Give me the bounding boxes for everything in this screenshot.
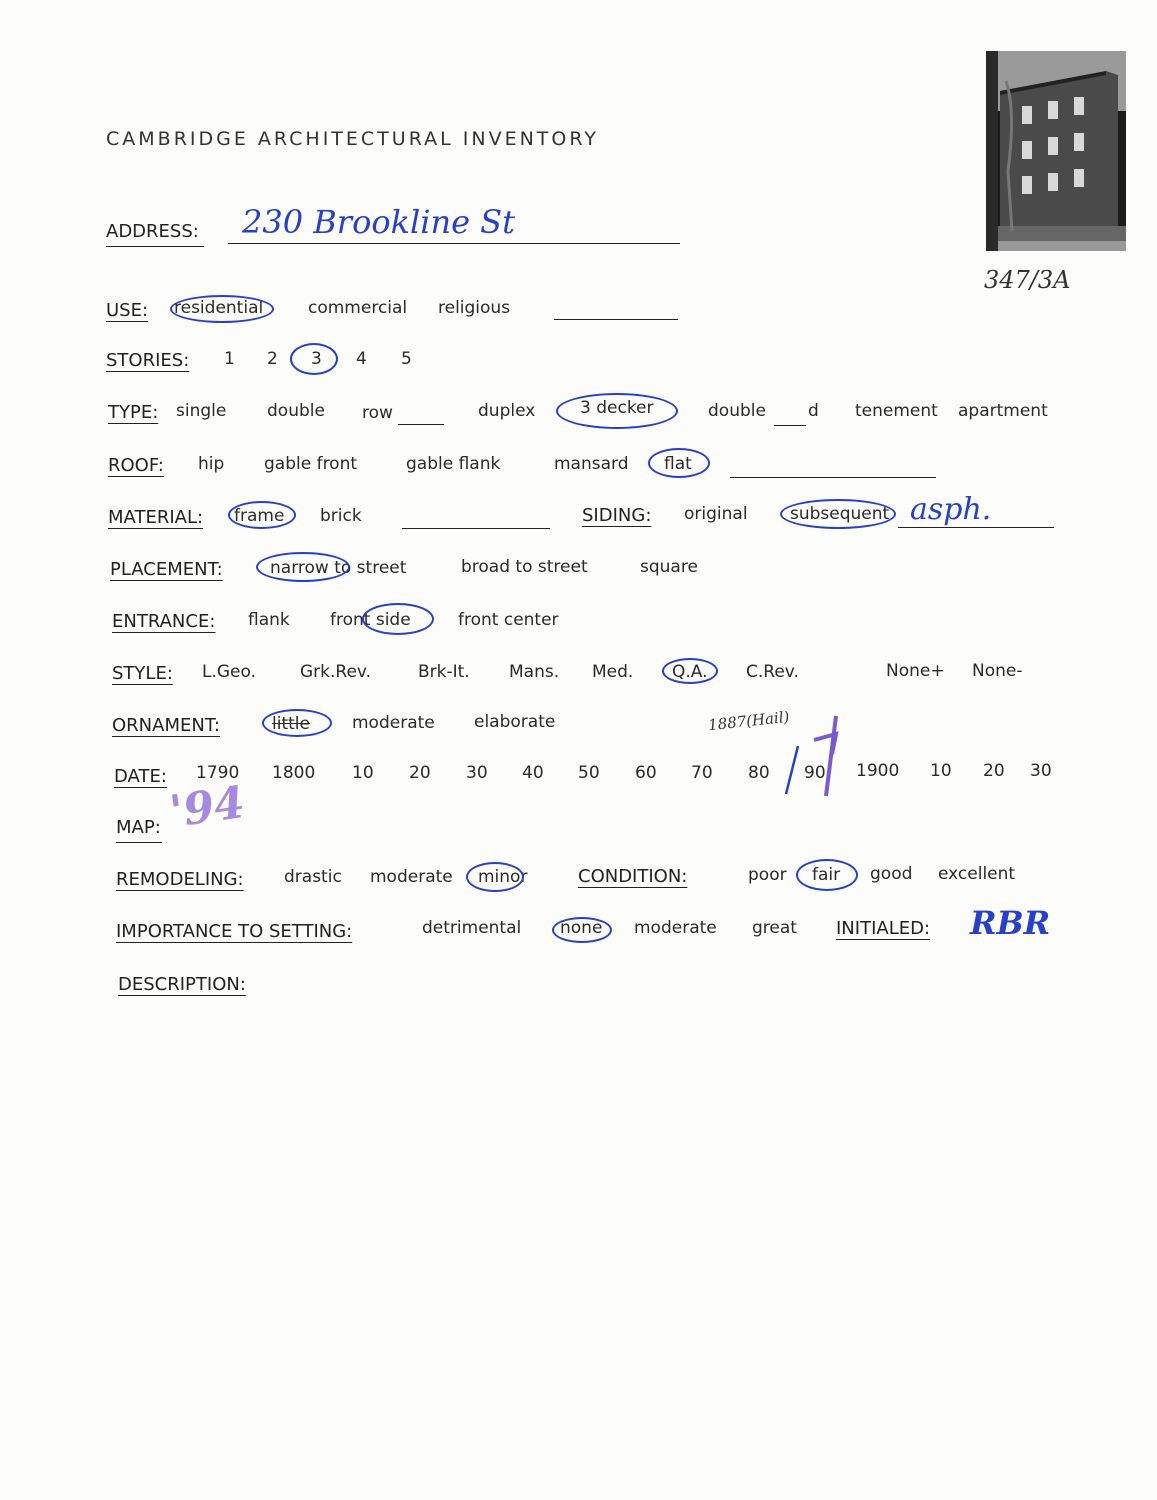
stories-selected-mark <box>290 343 338 375</box>
date-option-1930[interactable]: 30 <box>1030 761 1052 781</box>
remodeling-option-drastic[interactable]: drastic <box>284 867 342 887</box>
stories-option-1[interactable]: 1 <box>224 349 235 369</box>
type-option-3-decker[interactable]: 3 decker <box>580 398 654 418</box>
date-label: DATE: <box>114 766 167 787</box>
type-option-double-d[interactable]: double <box>708 401 766 421</box>
date-option-20[interactable]: 20 <box>409 763 431 783</box>
remodeling-label: REMODELING: <box>116 869 244 890</box>
date-option-30[interactable]: 30 <box>466 763 488 783</box>
material-blank-line <box>402 528 550 529</box>
use-blank-line <box>554 319 678 320</box>
type-option-apartment[interactable]: apartment <box>958 401 1048 421</box>
map-note: '94 <box>166 777 248 838</box>
importance-option-great[interactable]: great <box>752 918 797 938</box>
material-selected-mark <box>228 501 296 529</box>
photo-number: 347/3A <box>984 266 1071 294</box>
form-title: CAMBRIDGE ARCHITECTURAL INVENTORY <box>106 128 599 150</box>
entrance-option-flank[interactable]: flank <box>248 610 290 630</box>
entrance-label: ENTRANCE: <box>112 611 216 632</box>
type-selected-mark <box>556 393 678 429</box>
siding-label: SIDING: <box>582 505 652 526</box>
type-option-tenement[interactable]: tenement <box>855 401 938 421</box>
importance-option-moderate[interactable]: moderate <box>634 918 717 938</box>
style-option-crev[interactable]: C.Rev. <box>746 662 799 682</box>
date-option-60[interactable]: 60 <box>635 763 657 783</box>
date-option-40[interactable]: 40 <box>522 763 544 783</box>
style-option-grkrev[interactable]: Grk.Rev. <box>300 662 372 682</box>
siding-blank-line <box>898 527 1054 528</box>
remodeling-option-minor[interactable]: minor <box>478 867 528 887</box>
stories-option-5[interactable]: 5 <box>401 349 412 369</box>
entrance-selected-mark <box>362 603 434 635</box>
ornament-option-moderate[interactable]: moderate <box>352 713 435 733</box>
importance-option-none[interactable]: none <box>560 918 603 938</box>
date-option-70[interactable]: 70 <box>691 763 713 783</box>
ornament-label: ORNAMENT: <box>112 715 220 736</box>
condition-option-poor[interactable]: poor <box>748 865 787 885</box>
roof-option-flat[interactable]: flat <box>664 454 692 474</box>
roof-option-gable-flank[interactable]: gable flank <box>406 454 501 474</box>
remodeling-option-moderate[interactable]: moderate <box>370 867 453 887</box>
ornament-option-elaborate[interactable]: elaborate <box>474 712 556 732</box>
use-option-commercial[interactable]: commercial <box>308 298 408 318</box>
type-option-double[interactable]: double <box>267 401 325 421</box>
placement-option-broad[interactable]: broad to street <box>461 557 588 577</box>
date-option-1800[interactable]: 1800 <box>272 763 316 783</box>
date-option-1910[interactable]: 10 <box>930 761 952 781</box>
use-label: USE: <box>106 300 149 321</box>
placement-option-square[interactable]: square <box>640 557 698 577</box>
type-option-duplex[interactable]: duplex <box>478 401 536 421</box>
ornament-option-little[interactable]: little <box>272 714 310 734</box>
condition-option-excellent[interactable]: excellent <box>938 864 1016 884</box>
roof-option-gable-front[interactable]: gable front <box>264 454 358 474</box>
address-value: 230 Brookline St <box>242 203 515 241</box>
address-label: ADDRESS: <box>106 221 199 242</box>
date-option-50[interactable]: 50 <box>578 763 600 783</box>
importance-label: IMPORTANCE TO SETTING: <box>116 921 353 942</box>
type-label: TYPE: <box>108 402 159 423</box>
map-label-underline <box>116 842 162 843</box>
use-option-religious[interactable]: religious <box>438 298 511 318</box>
placement-selected-mark <box>256 552 350 582</box>
address-line <box>228 243 680 244</box>
style-option-mans[interactable]: Mans. <box>509 662 560 682</box>
material-option-brick[interactable]: brick <box>320 506 362 526</box>
map-label: MAP: <box>116 817 161 838</box>
placement-option-narrow[interactable]: narrow to street <box>270 558 407 578</box>
condition-option-fair[interactable]: fair <box>812 865 841 885</box>
stories-option-4[interactable]: 4 <box>356 349 367 369</box>
siding-selected-mark <box>780 499 896 529</box>
entrance-option-front-center[interactable]: front center <box>458 610 559 630</box>
stories-label: STORIES: <box>106 350 190 371</box>
style-selected-mark <box>662 658 718 684</box>
type-option-d[interactable]: d <box>808 401 819 421</box>
date-range-mark <box>770 712 840 802</box>
date-option-80[interactable]: 80 <box>748 763 770 783</box>
material-label: MATERIAL: <box>108 507 204 528</box>
date-option-1920[interactable]: 20 <box>983 761 1005 781</box>
date-option-10[interactable]: 10 <box>352 763 374 783</box>
stories-option-2[interactable]: 2 <box>267 349 278 369</box>
roof-label: ROOF: <box>108 455 164 476</box>
ornament-selected-mark <box>262 709 332 737</box>
date-option-1900[interactable]: 1900 <box>856 761 900 781</box>
type-option-single[interactable]: single <box>176 401 227 421</box>
roof-option-hip[interactable]: hip <box>198 454 225 474</box>
roof-blank-line <box>730 477 936 478</box>
date-option-1790[interactable]: 1790 <box>196 763 240 783</box>
style-option-qa[interactable]: Q.A. <box>672 662 708 682</box>
initialed-value: RBR <box>970 904 1051 942</box>
entrance-option-front-side[interactable]: front side <box>330 610 411 630</box>
style-option-none-minus[interactable]: None- <box>972 661 1023 681</box>
roof-option-mansard[interactable]: mansard <box>554 454 629 474</box>
type-row-blank <box>398 424 444 425</box>
siding-note: asph. <box>910 492 992 527</box>
description-label: DESCRIPTION: <box>118 974 246 995</box>
placement-label: PLACEMENT: <box>110 559 223 580</box>
date-option-90[interactable]: 90 <box>804 763 826 783</box>
style-option-brkit[interactable]: Brk-It. <box>418 662 470 682</box>
type-option-row[interactable]: row <box>362 403 393 423</box>
address-label-underline <box>106 246 204 247</box>
use-option-residential[interactable]: residential <box>174 298 264 318</box>
material-option-frame[interactable]: frame <box>234 506 285 526</box>
condition-selected-mark <box>796 859 858 891</box>
importance-selected-mark <box>552 917 612 943</box>
condition-option-good[interactable]: good <box>870 864 913 884</box>
importance-option-detrimental[interactable]: detrimental <box>422 918 522 938</box>
roof-selected-mark <box>648 448 710 478</box>
stories-option-3[interactable]: 3 <box>311 349 322 369</box>
remodeling-selected-mark <box>466 862 524 892</box>
condition-label: CONDITION: <box>578 866 688 887</box>
siding-option-subsequent[interactable]: subsequent <box>790 504 890 524</box>
use-selected-mark <box>170 295 274 323</box>
date-annotation: 1887(Hail) <box>707 707 791 735</box>
building-photo <box>986 51 1126 251</box>
initialed-label: INITIALED: <box>836 918 931 939</box>
siding-option-original[interactable]: original <box>684 504 748 524</box>
style-label: STYLE: <box>112 663 173 684</box>
style-option-none-plus[interactable]: None+ <box>886 661 945 681</box>
style-option-med[interactable]: Med. <box>592 662 634 682</box>
type-double-blank <box>774 425 806 426</box>
style-option-lgeo[interactable]: L.Geo. <box>202 662 257 682</box>
